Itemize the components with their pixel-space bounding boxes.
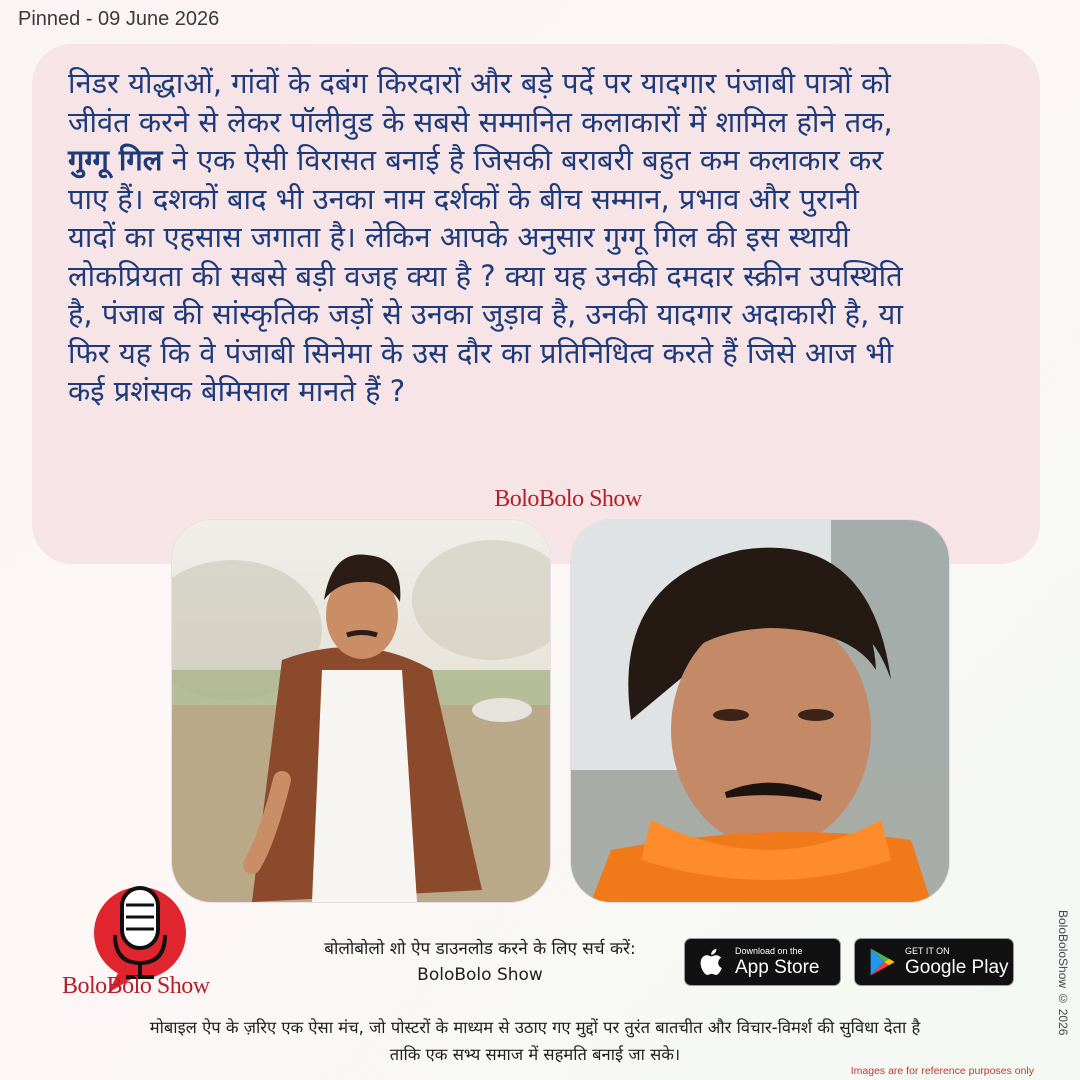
footer-text [30,1014,1040,1068]
copyright: BoloBoloShow © 2026 [1056,910,1070,1036]
app-name: BoloBolo Show [417,965,543,985]
question-line: कई प्रशंसक बेमिसाल मानते हैं ? [68,374,406,408]
google-play-button[interactable] [854,938,1014,986]
app-store-button[interactable] [684,938,841,986]
download-prompt: बोलोबोलो शो ऐप डाउनलोड करने के लिए सर्च करें: [324,939,636,959]
question-line: निडर योद्धाओं, गांवों के दबंग किरदारों और बड़े पर्दे पर यादगार पंजाबी पात्रों को [68,66,891,100]
logo-text: BoloBolo Show [62,973,210,999]
google-small-label: GET IT ON [905,946,950,956]
apple-small-label: Download on the [735,946,803,956]
disclaimer: Images are for reference purposes only [850,1065,1034,1077]
apple-big-label: App Store [735,957,820,978]
question-line: पाए हैं। दशकों बाद भी उनका नाम दर्शकों के बीच सम्मान, प्रभाव और पुरानी [68,181,859,216]
photo-right [571,520,949,902]
question-line: यादों का एहसास जगाता है। लेकिन आपके अनुसार गुग्गू गिल की इस स्थायी [68,220,850,254]
question-line [68,141,1028,180]
question-line-rest: ने एक ऐसी विरासत बनाई है जिसकी बराबरी बहुत कम कलाकार कर [162,143,884,177]
photo-left-illustration [172,520,550,902]
footer-line: ताकि एक सभ्य समाज में सहमति बनाई जा सके। [389,1045,681,1064]
apple-icon [695,945,729,979]
pinned-date: Pinned - 09 June 2026 [18,8,220,30]
brand-watermark: BoloBolo Show [494,486,642,512]
google-play-icon [865,945,899,979]
question-text [68,64,1028,411]
question-line: लोकप्रियता की सबसे बड़ी वजह क्या है ? क्या यह उनकी दमदार स्क्रीन उपस्थिति [68,258,903,293]
footer-line: मोबाइल ऐप के ज़रिए एक ऐसा मंच, जो पोस्टरों के माध्यम से उठाए गए मुद्दों पर तुरंत बातचीत और विचार-विमर्श की सुविधा देता है [149,1018,921,1037]
question-line: जीवंत करने से लेकर पॉलीवुड के सबसे सम्मानित कलाकारों में शामिल होने तक, [68,104,893,139]
download-info [270,936,690,988]
question-line: फिर यह कि वे पंजाबी सिनेमा के उस दौर का प्रतिनिधित्व करते हैं जिसे आज भी [68,335,894,370]
photo-left [172,520,550,902]
google-big-label: Google Play [905,957,1009,978]
photo-right-illustration [571,520,949,902]
question-line: है, पंजाब की सांस्कृतिक जड़ों से उनका जुड़ाव है, उनकी यादगार अदाकारी है, या [68,297,903,331]
artist-name: गुग्गू गिल [68,143,163,177]
